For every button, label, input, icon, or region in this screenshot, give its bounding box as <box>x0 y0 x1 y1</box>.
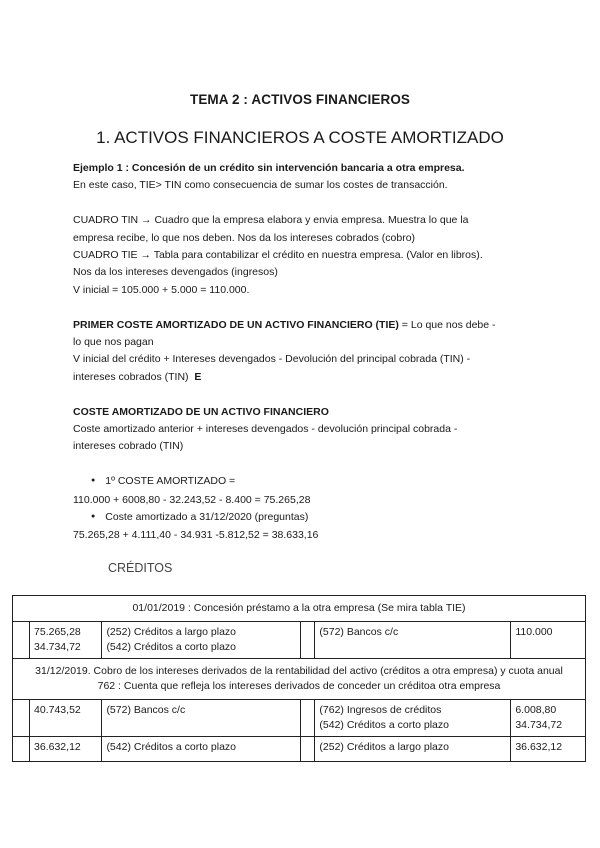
entry-2-debit-account: (572) Bancos c/c <box>102 700 300 737</box>
primer-coste-line-1 <box>73 317 533 334</box>
table-row <box>13 622 586 659</box>
primer-coste-line-3: V inicial del crédito + Intereses devengados - Devolución del principal cobrada (TIN) - <box>73 353 471 366</box>
bullet-2: ● Coste amortizado a 31/12/2020 (preguntas) <box>73 509 533 527</box>
primer-coste-mark: E <box>194 370 202 383</box>
entry-1-header: 01/01/2019 : Concesión préstamo a la otra empresa (Se mira tabla TIE) <box>13 596 586 622</box>
cuadro-tie-line-1: CUADRO TIE → Tabla para contabilizar el crédito en nuestra empresa. (Valor en libros). <box>73 249 483 262</box>
amount: 34.734,72 <box>34 641 81 653</box>
example-text: En este caso, TIE> TIN como consecuencia de sumar los costes de transacción. <box>73 179 448 192</box>
entry-2-debit-amount: 40.743,52 <box>30 700 102 737</box>
entry-2-header-line-1: 31/12/2019. Cobro de los intereses derivados de la rentabilidad del activo (créditos a otra empresa) y cuota anual <box>35 665 563 677</box>
account: (252) Créditos a largo plazo <box>106 626 237 638</box>
entry-1-debit-amounts <box>30 622 102 659</box>
entry-3-debit-amount: 36.632,12 <box>30 737 102 762</box>
amount: 34.734,72 <box>515 719 563 731</box>
entry-2-credit-amounts <box>511 700 586 737</box>
primer-coste-line-2: lo que nos pagan <box>73 336 154 349</box>
journal-table <box>12 595 586 762</box>
example-label: Ejemplo 1 : Concesión de un crédito sin intervención bancaria a otra empresa. <box>73 162 465 174</box>
entry-2-header <box>13 659 586 700</box>
entry-2-credit-accounts <box>315 700 511 737</box>
entry-1-debit-accounts <box>102 622 300 659</box>
entry-3-credit-amount: 36.632,12 <box>511 737 586 762</box>
entry-3-credit-account: (252) Créditos a largo plazo <box>315 737 511 762</box>
bullet-1: ● 1º COSTE AMORTIZADO = <box>73 473 533 491</box>
primer-coste-rest: = Lo que nos debe - <box>398 318 496 331</box>
entry-3-debit-account: (542) Créditos a corto plazo <box>102 737 300 762</box>
primer-coste-line-4-text: intereses cobrados (TIN) <box>73 370 189 383</box>
section-heading: 1. ACTIVOS FINANCIEROS A COSTE AMORTIZADO <box>96 128 504 147</box>
primer-coste-heading: PRIMER COSTE AMORTIZADO DE UN ACTIVO FINANCIERO (TIE) <box>73 318 399 331</box>
entry-2-header-line-2: 762 : Cuenta que refleja los intereses derivados de conceder un créditoa otra empresa <box>97 680 501 692</box>
coste-line-3: intereses cobrado (TIN) <box>73 440 184 453</box>
page-title: TEMA 2 : ACTIVOS FINANCIEROS <box>189 92 411 107</box>
cuadro-tin-line-1: CUADRO TIN → Cuadro que la empresa elabora y envia empresa. Muestra lo que la <box>73 214 469 227</box>
creditos-label: CRÉDITOS <box>108 561 173 575</box>
bullet-2-calc: 75.265,28 + 4.111,40 - 34.931 -5.812,52 = 38.633,16 <box>73 529 319 542</box>
cuadro-tie-line-2: Nos da los intereses devengados (ingresos) <box>73 266 278 279</box>
account: (542) Créditos a corto plazo <box>319 719 449 731</box>
coste-heading: COSTE AMORTIZADO DE UN ACTIVO FINANCIERO <box>73 405 329 418</box>
bullet-1-calc: 110.000 + 6008,80 - 32.243,52 - 8.400 = 75.265,28 <box>73 493 311 506</box>
document-body <box>73 160 533 545</box>
account: (762) Ingresos de créditos <box>319 704 442 716</box>
v-inicial: V inicial = 105.000 + 5.000 = 110.000. <box>73 283 250 296</box>
coste-line-2: Coste amortizado anterior + intereses devengados - devolución principal cobrada - <box>73 423 458 436</box>
entry-1-credit-amount: 110.000 <box>511 622 586 659</box>
table-row <box>13 596 586 622</box>
account: (542) Créditos a corto plazo <box>106 641 237 653</box>
entry-1-credit-account: (572) Bancos c/c <box>315 622 511 659</box>
table-row <box>13 737 586 762</box>
table-row <box>13 700 586 737</box>
cuadro-tin-line-2: empresa recibe, lo que nos deben. Nos da los intereses cobrados (cobro) <box>73 231 416 244</box>
amount: 75.265,28 <box>34 626 81 638</box>
amount: 6.008,80 <box>515 704 557 716</box>
primer-coste-line-4 <box>73 369 533 386</box>
table-row <box>13 659 586 700</box>
